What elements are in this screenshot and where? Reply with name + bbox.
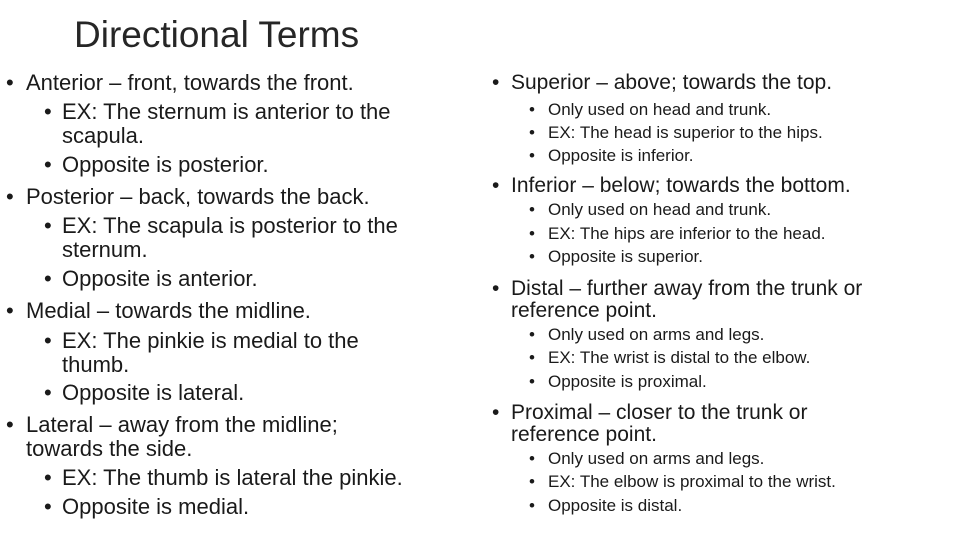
term-proximal: Proximal – closer to the trunk or — [511, 401, 808, 424]
note-inferior: Only used on head and trunk. — [548, 200, 772, 219]
bullet-marker: • — [44, 152, 52, 177]
bullet-marker: • — [529, 247, 535, 266]
note-superior: Only used on head and trunk. — [548, 100, 772, 119]
bullet-marker: • — [529, 100, 535, 119]
bullet-marker: • — [44, 465, 52, 490]
bullet-marker: • — [492, 174, 500, 197]
bullet-marker: • — [529, 472, 535, 491]
example-superior: EX: The head is superior to the hips. — [548, 123, 823, 142]
term-proximal-cont: reference point. — [511, 423, 657, 446]
example-inferior: EX: The hips are inferior to the head. — [548, 224, 826, 243]
term-distal-cont: reference point. — [511, 299, 657, 322]
bullet-marker: • — [529, 372, 535, 391]
term-superior: Superior – above; towards the top. — [511, 71, 833, 94]
bullet-marker: • — [44, 328, 52, 353]
bullet-marker: • — [492, 277, 500, 300]
opposite-lateral: Opposite is medial. — [62, 494, 250, 519]
opposite-proximal: Opposite is distal. — [548, 496, 683, 515]
bullet-marker: • — [529, 123, 535, 142]
bullet-marker: • — [44, 213, 52, 238]
term-posterior: Posterior – back, towards the back. — [26, 184, 370, 209]
opposite-anterior: Opposite is posterior. — [62, 152, 269, 177]
note-distal: Only used on arms and legs. — [548, 325, 765, 344]
bullet-marker: • — [6, 70, 14, 95]
note-proximal: Only used on arms and legs. — [548, 449, 765, 468]
bullet-marker: • — [44, 99, 52, 124]
example-posterior-cont: sternum. — [62, 237, 148, 262]
example-medial-cont: thumb. — [62, 352, 130, 377]
bullet-marker: • — [44, 380, 52, 405]
bullet-marker: • — [44, 494, 52, 519]
bullet-marker: • — [44, 266, 52, 291]
bullet-marker: • — [6, 184, 14, 209]
bullet-marker: • — [6, 298, 14, 323]
example-anterior: EX: The sternum is anterior to the — [62, 99, 391, 124]
opposite-medial: Opposite is lateral. — [62, 380, 245, 405]
term-lateral: Lateral – away from the midline; — [26, 412, 338, 437]
example-lateral: EX: The thumb is lateral the pinkie. — [62, 465, 403, 490]
term-medial: Medial – towards the midline. — [26, 298, 311, 323]
bullet-marker: • — [529, 224, 535, 243]
term-distal: Distal – further away from the trunk or — [511, 277, 863, 300]
term-lateral-cont: towards the side. — [26, 436, 193, 461]
bullet-marker: • — [529, 200, 535, 219]
bullet-marker: • — [529, 496, 535, 515]
slide-title: Directional Terms — [74, 14, 360, 55]
example-proximal: EX: The elbow is proximal to the wrist. — [548, 472, 836, 491]
bullet-marker: • — [529, 449, 535, 468]
opposite-superior: Opposite is inferior. — [548, 146, 694, 165]
opposite-inferior: Opposite is superior. — [548, 247, 703, 266]
bullet-marker: • — [492, 71, 500, 94]
example-distal: EX: The wrist is distal to the elbow. — [548, 348, 811, 367]
opposite-distal: Opposite is proximal. — [548, 372, 707, 391]
opposite-posterior: Opposite is anterior. — [62, 266, 258, 291]
term-anterior: Anterior – front, towards the front. — [26, 70, 354, 95]
example-posterior: EX: The scapula is posterior to the — [62, 213, 398, 238]
bullet-marker: • — [529, 348, 535, 367]
example-medial: EX: The pinkie is medial to the — [62, 328, 359, 353]
bullet-marker: • — [529, 325, 535, 344]
bullet-marker: • — [529, 146, 535, 165]
term-inferior: Inferior – below; towards the bottom. — [511, 174, 851, 197]
bullet-marker: • — [6, 412, 14, 437]
bullet-marker: • — [492, 401, 500, 424]
example-anterior-cont: scapula. — [62, 123, 144, 148]
